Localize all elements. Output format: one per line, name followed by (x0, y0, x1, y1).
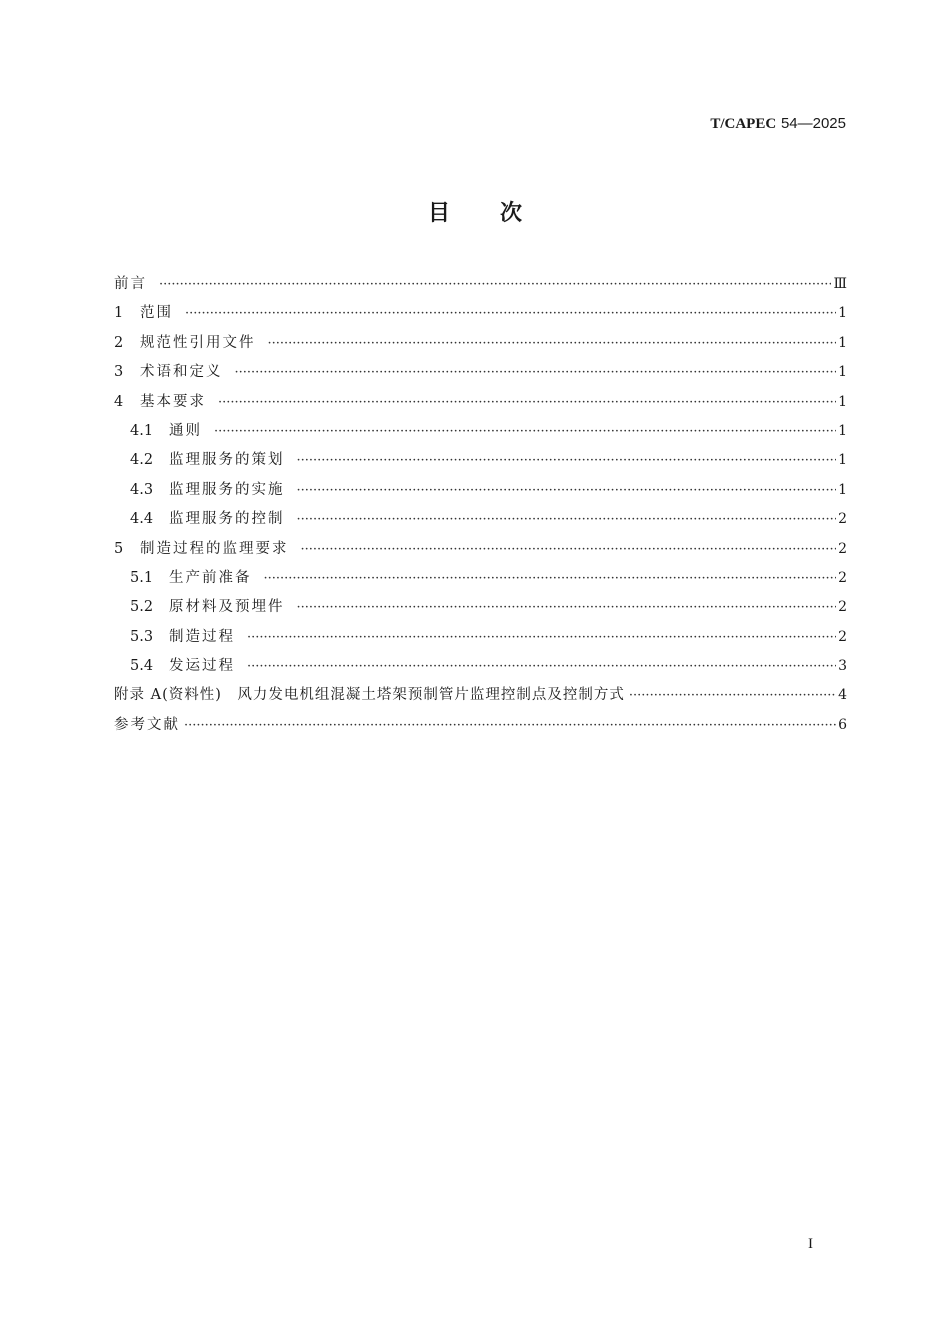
toc-entry-number: 4.3 (130, 481, 154, 498)
toc-leader-dots (247, 623, 836, 652)
toc-leader-dots (159, 270, 831, 299)
toc-leader-dots (297, 505, 837, 534)
toc-entry-page: 1 (838, 452, 847, 469)
toc-entry-title: 制造过程的监理要求 (140, 540, 289, 557)
toc-entry-title: 发运过程 (169, 658, 235, 675)
toc-entry-4-3[interactable] (114, 476, 847, 505)
toc-entry-title: 监理服务的策划 (169, 452, 285, 469)
standard-number: 54—2025 (780, 115, 846, 132)
toc-entry-1[interactable] (114, 299, 847, 328)
toc-entry-3[interactable] (114, 358, 847, 387)
toc-leader-dots (184, 711, 836, 740)
toc-entry-page: 2 (838, 628, 847, 645)
toc-entry-title: 术语和定义 (140, 364, 223, 381)
toc-entry-number: 5 (114, 540, 124, 557)
toc-entry-title: 监理服务的实施 (169, 481, 285, 498)
toc-entry-foreword[interactable] (114, 270, 847, 299)
toc-entry-page: 1 (838, 334, 847, 351)
toc-entry-title: 基本要求 (140, 393, 206, 410)
toc-leader-dots (268, 329, 837, 358)
toc-leader-dots (297, 446, 837, 475)
toc-entry-page: 3 (838, 658, 847, 675)
toc-entry-number: 4.1 (130, 422, 154, 439)
toc-entry-4[interactable] (114, 388, 847, 417)
toc-entry-5-4[interactable] (114, 652, 847, 681)
toc-leader-dots (297, 476, 837, 505)
toc-entry-page: 1 (838, 364, 847, 381)
toc-leader-dots (629, 681, 836, 710)
toc-entry-title: 生产前准备 (169, 569, 252, 586)
toc-entry-page: 2 (838, 569, 847, 586)
standard-org-code: T/CAPEC (710, 116, 777, 132)
toc-entry-title: 附录 A(资料性) 风力发电机组混凝土塔架预制管片监理控制点及控制方式 (114, 687, 625, 704)
toc-entry-4-1[interactable] (114, 417, 847, 446)
toc-entry-page: 4 (838, 687, 847, 704)
toc-entry-title: 制造过程 (169, 628, 235, 645)
toc-leader-dots (247, 652, 836, 681)
toc-entry-number: 4.2 (130, 452, 154, 469)
toc-entry-title: 范围 (140, 305, 173, 322)
page-number: I (808, 1236, 813, 1252)
toc-entry-5-2[interactable] (114, 593, 847, 622)
toc-entry-number: 4.4 (130, 511, 154, 528)
toc-entry-title: 通则 (169, 422, 202, 439)
toc-entry-title: 前言 (114, 276, 147, 292)
toc-leader-dots (235, 358, 837, 387)
toc-entry-number: 3 (114, 364, 124, 381)
document-number (710, 114, 846, 133)
toc-entry-number: 5.3 (130, 628, 154, 645)
toc-leader-dots (218, 388, 836, 417)
toc-entry-number: 5.4 (130, 658, 154, 675)
page-title (0, 196, 950, 227)
toc-entry-4-2[interactable] (114, 446, 847, 475)
toc-entry-page: Ⅲ (833, 276, 847, 292)
title-char-1: 目 (427, 201, 450, 226)
toc-entry-page: 6 (838, 716, 847, 733)
toc-entry-title: 参考文献 (114, 716, 180, 733)
toc-entry-2[interactable] (114, 329, 847, 358)
toc-entry-number: 1 (114, 305, 124, 322)
toc-leader-dots (214, 417, 836, 446)
toc-leader-dots (301, 535, 837, 564)
toc-entry-number: 5.2 (130, 599, 154, 616)
toc-entry-page: 2 (838, 540, 847, 557)
toc-entry-number: 5.1 (130, 569, 154, 586)
toc-leader-dots (297, 593, 837, 622)
toc-entry-title: 规范性引用文件 (140, 334, 256, 351)
toc-entry-page: 1 (838, 393, 847, 410)
toc-entry-page: 1 (838, 305, 847, 322)
toc-leader-dots (264, 564, 837, 593)
toc-entry-page: 1 (838, 422, 847, 439)
toc-entry-annex-a[interactable] (114, 681, 847, 710)
toc-entry-title: 原材料及预埋件 (169, 599, 285, 616)
toc-entry-page: 2 (838, 599, 847, 616)
toc-entry-bibliography[interactable] (114, 711, 847, 740)
title-char-2: 次 (500, 201, 523, 226)
toc-entry-page: 1 (838, 481, 847, 498)
toc-leader-dots (185, 299, 836, 328)
toc-entry-5-1[interactable] (114, 564, 847, 593)
table-of-contents (114, 270, 847, 740)
toc-entry-title: 监理服务的控制 (169, 511, 285, 528)
toc-entry-page: 2 (838, 511, 847, 528)
toc-entry-number: 2 (114, 334, 124, 351)
toc-entry-5[interactable] (114, 535, 847, 564)
toc-entry-5-3[interactable] (114, 623, 847, 652)
toc-entry-number: 4 (114, 393, 124, 410)
toc-entry-4-4[interactable] (114, 505, 847, 534)
